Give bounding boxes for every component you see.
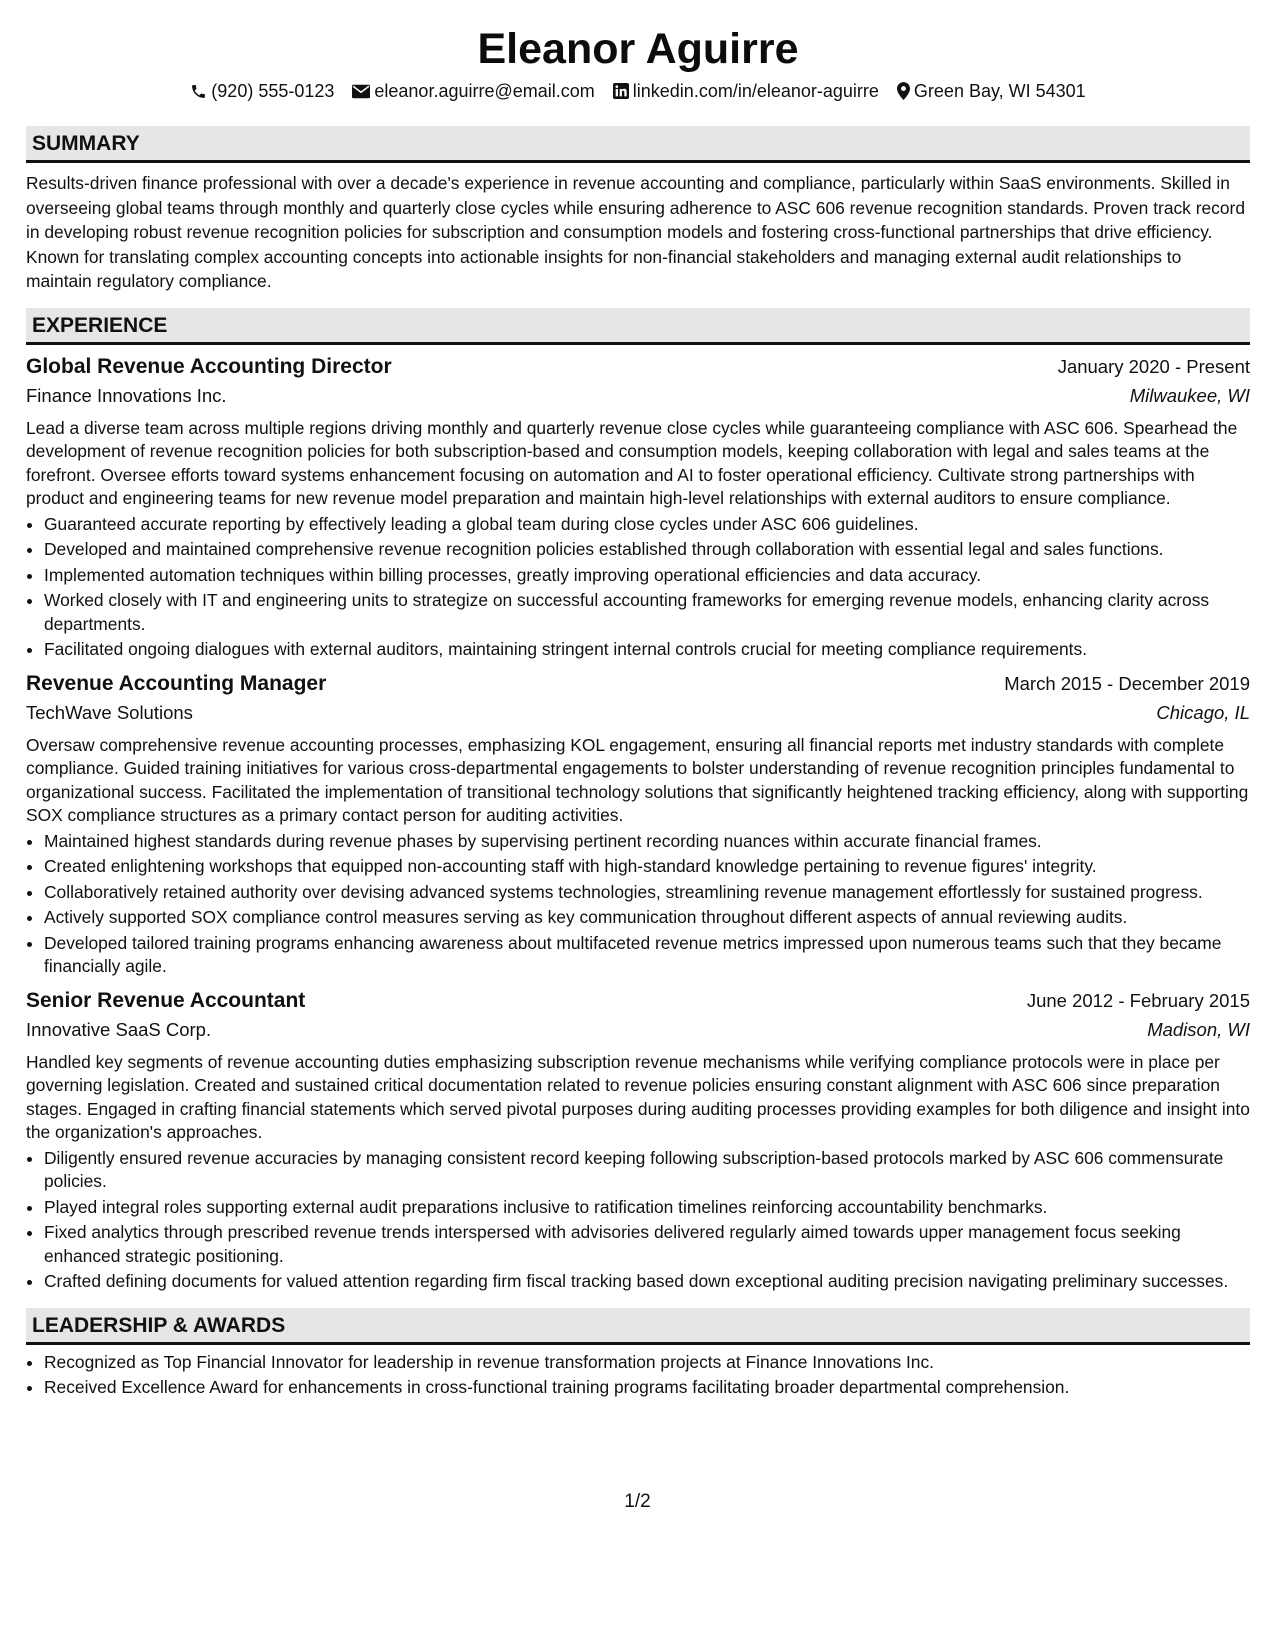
job-title: Senior Revenue Accountant [26,988,306,1012]
experience-heading: EXPERIENCE [26,308,1250,345]
summary-text: Results-driven finance professional with over a decade's experience in revenue accounting and compliance, particularly within SaaS environments. Skilled in overseeing global teams through monthly and quarterly close cycles while ensuring adherence to ASC 606 revenue recognition standards. Proven track record in developing robust revenue recognition policies for subscription and consumption models and fostering cross-functional partnerships that drive efficiency. Known for translating complex accounting concepts into actionable insights for non-financial stakeholders and managing external audit relationships to maintain regulatory compliance. [26,173,1245,291]
linkedin-icon [613,83,629,99]
job-location: Madison, WI [1147,1018,1250,1040]
job-company: Innovative SaaS Corp. [26,1018,212,1040]
job-header-row [26,352,1250,381]
job-company: TechWave Solutions [26,701,193,723]
job-bullet-list [26,830,1250,979]
contact-phone [190,79,334,103]
job-location: Chicago, IL [1156,701,1250,723]
job-entry [26,669,1250,979]
job-bullet: • Fixed analytics through prescribed revenue trends interspersed with advisories delivered regularly aimed towards upper management focus seeking enhanced strategic positioning. [44,1221,1250,1268]
job-title: Global Revenue Accounting Director [26,354,392,378]
contact-location [897,79,1086,103]
job-header-row [26,669,1250,698]
awards-heading: LEADERSHIP & AWARDS [26,1308,1250,1345]
job-bullet: • Created enlightening workshops that equipped non-accounting staff with high-standard knowledge pertaining to revenue figures' integrity. [44,855,1250,879]
job-bullet: • Collaboratively retained authority over devising advanced systems technologies, streamlining revenue management effortlessly for sustained progress. [44,881,1250,905]
job-description: Oversaw comprehensive revenue accounting processes, emphasizing KOL engagement, ensuring all financial reports met industry standards with complete compliance. Guided training initiatives for various cross-departmental engagements to bolster understanding of revenue recognition principles fundamental to organizational success. Facilitated the implementation of transitional technology solutions that significantly heightened tracking efficiency, along with supporting SOX compliance structures as a primary contact person for auditing activities. [26,734,1249,825]
job-location: Milwaukee, WI [1129,384,1250,406]
envelope-icon [352,84,370,99]
contact-phone-text: (920) 555-0123 [211,81,335,101]
job-bullet: • Diligently ensured revenue accuracies by managing consistent record keeping following subscription-based protocols marked by ASC 606 commensurate policies. [44,1147,1250,1194]
job-header-row [26,986,1250,1015]
job-title: Revenue Accounting Manager [26,671,327,695]
resume-content [26,22,1250,1402]
job-description: Lead a diverse team across multiple regions driving monthly and quarterly revenue close cycles while guaranteeing compliance with ASC 606. Spearhead the development of revenue recognition policies for both subscription-based and consumption models, keeping collaboration with legal and sales teams at the forefront. Oversee efforts toward systems enhancement focusing on automation and AI to foster operational efficiency. Cultivate strong partnerships with product and engineering teams for new revenue model preparation and maintain high-level relationships with external auditors to ensure compliance. [26,417,1238,508]
contact-linkedin[interactable] [613,79,879,103]
job-bullet: • Maintained highest standards during revenue phases by supervising pertinent recording nuances within accurate financial frames. [44,830,1250,854]
job-bullet: • Guaranteed accurate reporting by effectively leading a global team during close cycles under ASC 606 guidelines. [44,513,1250,537]
job-bullet: • Developed and maintained comprehensive revenue recognition policies established through collaboration with essential legal and sales functions. [44,538,1250,562]
job-bullet: • Facilitated ongoing dialogues with external auditors, maintaining stringent internal controls crucial for meeting compliance requirements. [44,638,1250,662]
job-dates: June 2012 - February 2015 [1026,989,1250,1011]
contact-email-text[interactable]: eleanor.aguirre@email.com [374,81,595,101]
job-dates: January 2020 - Present [1057,355,1250,377]
job-bullet: • Crafted defining documents for valued attention regarding firm fiscal tracking based down exceptional auditing precision navigating preliminary successes. [44,1270,1250,1294]
job-bullet: • Actively supported SOX compliance control measures serving as key communication throughout different aspects of annual reviewing audits. [44,906,1250,930]
job-company-row [26,1015,1250,1044]
candidate-name: Eleanor Aguirre [477,25,799,73]
page-number: 1/2 [624,1491,651,1512]
job-bullet-list [26,1147,1250,1294]
job-description: Handled key segments of revenue accounting duties emphasizing subscription revenue mechanisms while verifying compliance protocols were in place per governing legislation. Created and sustained critical documentation related to revenue policies ensuring constant alignment with ASC 606 since preparation stages. Engaged in crafting financial statements which served pivotal purposes during auditing processes providing examples for both diligence and insight into the organization's approaches. [26,1051,1250,1142]
job-bullet: • Played integral roles supporting external audit preparations inclusive to ratification timelines reinforcing accountability benchmarks. [44,1196,1250,1220]
map-marker-icon [897,82,910,100]
job-company-row [26,698,1250,727]
job-company-row [26,381,1250,410]
job-entry [26,352,1250,662]
job-bullet-list [26,513,1250,662]
job-entry [26,986,1250,1294]
summary-heading: SUMMARY [26,126,1250,163]
award-bullet: • Recognized as Top Financial Innovator for leadership in revenue transformation projects at Finance Innovations Inc. [44,1351,1250,1375]
contact-location-text: Green Bay, WI 54301 [913,81,1086,101]
job-dates: March 2015 - December 2019 [1004,672,1250,694]
contact-linkedin-text[interactable]: linkedin.com/in/eleanor-aguirre [632,81,879,101]
award-bullet: • Received Excellence Award for enhancements in cross-functional training programs facilitating broader departmental comprehension. [44,1376,1250,1400]
job-company: Finance Innovations Inc. [26,384,227,406]
job-bullet: • Developed tailored training programs enhancing awareness about multifaceted revenue metrics impressed upon numerous teams such that they became financially agile. [44,932,1250,979]
job-bullet: • Implemented automation techniques within billing processes, greatly improving operational efficiencies and data accuracy. [44,564,1250,588]
job-bullet: • Worked closely with IT and engineering units to strategize on successful accounting frameworks for emerging revenue models, enhancing clarity across departments. [44,589,1250,636]
contact-bar [26,79,1250,103]
contact-email[interactable] [352,79,594,103]
phone-icon [190,83,207,100]
awards-bullet-list [26,1351,1250,1400]
